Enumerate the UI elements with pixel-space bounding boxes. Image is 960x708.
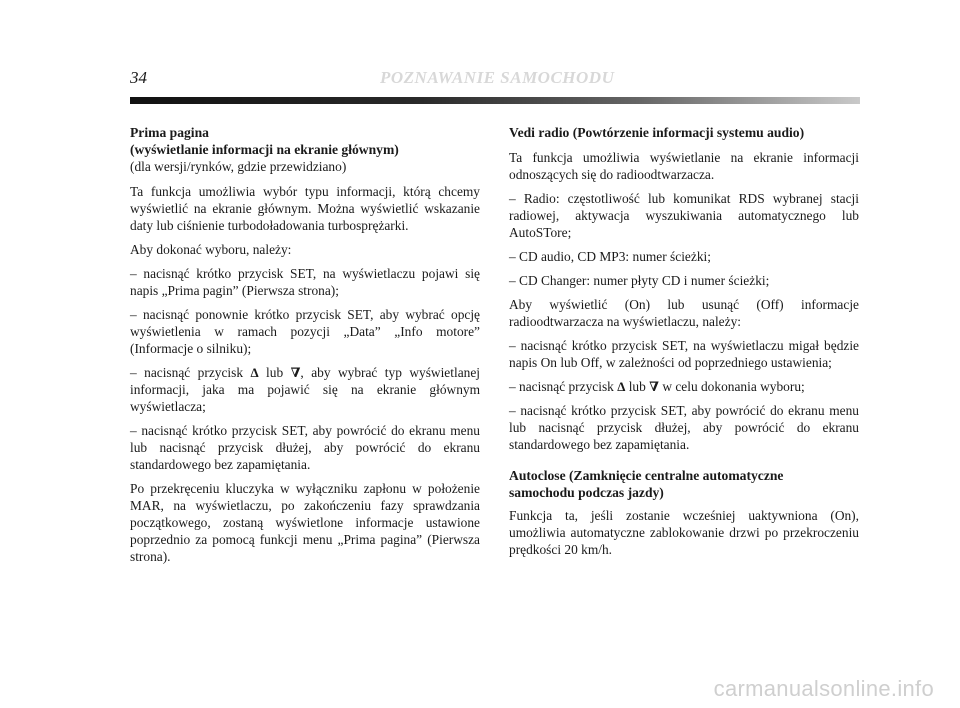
down-triangle-icon: ∇: [290, 365, 301, 380]
up-triangle-icon: Δ: [617, 379, 626, 394]
autoclose-heading-line1: Autoclose (Zamknięcie centralne automatyczne: [509, 468, 784, 483]
paragraph: Aby wyświetlić (On) lub usunąć (Off) informacje radioodtwarzacza na wyświetlaczu, należy:: [509, 297, 859, 329]
paragraph: Ta funkcja umożliwia wyświetlanie na ekranie informacji odnoszących się do radioodtwarzacza.: [509, 150, 859, 182]
section-title: POZNAWANIE SAMOCHODU: [380, 68, 615, 87]
paragraph: – nacisnąć przycisk Δ lub ∇, aby wybrać typ wyświetlanej informacji, jaka ma pojawić się na ekranie głównym wyświetlacza;: [130, 365, 480, 414]
paragraph: – nacisnąć krótko przycisk SET, aby powrócić do ekranu menu lub nacisnąć przycisk dłużej, aby powrócić do ekranu standardowego bez zapamiętania.: [130, 423, 480, 472]
paragraph: – nacisnąć krótko przycisk SET, aby powrócić do ekranu menu lub nacisnąć przycisk dłużej, aby powrócić do ekranu standardowego bez zapamiętania.: [509, 403, 859, 452]
page-number: 34: [130, 68, 147, 87]
paragraph: – CD Changer: numer płyty CD i numer ścieżki;: [509, 273, 770, 288]
header-divider: [130, 97, 860, 104]
paragraph: – CD audio, CD MP3: numer ścieżki;: [509, 249, 711, 264]
paragraph: Ta funkcja umożliwia wybór typu informacji, którą chcemy wyświetlić na ekranie głównym. Można wyświetlić wskazanie daty lub ciśnienie turbodoładowania turbosprężarki.: [130, 184, 480, 233]
vedi-radio-heading: Vedi radio (Powtórzenie informacji systemu audio): [509, 125, 805, 140]
paragraph: Funkcja ta, jeśli zostanie wcześniej uaktywniona (On), umożliwia automatyczne zablokowanie drzwi po przekroczeniu prędkości 20 km/h.: [509, 508, 859, 557]
watermark: carmanualsonline.info: [713, 676, 934, 701]
paragraph: – nacisnąć krótko przycisk SET, na wyświetlaczu migał będzie napis On lub Off, w zależności od poprzedniego ustawienia;: [509, 338, 859, 370]
version-note: (dla wersji/rynków, gdzie przewidziano): [130, 159, 347, 174]
up-triangle-icon: Δ: [250, 365, 259, 380]
down-triangle-icon: ∇: [649, 379, 659, 394]
prima-pagina-subheading: (wyświetlanie informacji na ekranie głównym): [130, 142, 399, 157]
paragraph: – nacisnąć ponownie krótko przycisk SET, aby wybrać opcję wyświetlenia w ramach pozycji „Data” „Info motore” (Informacje o silniku);: [130, 307, 480, 356]
left-column: [130, 124, 480, 572]
paragraph: Po przekręceniu kluczyka w wyłączniku zapłonu w położenie MAR, na wyświetlaczu, po zakończeniu fazy sprawdzania początkowego, zostaną wyświetlone informacje ustawione poprzednio za pomocą funkcji menu „Prima pagina” (Pierwsza strona).: [130, 481, 480, 564]
prima-pagina-heading: Prima pagina: [130, 125, 209, 140]
autoclose-heading: [509, 467, 859, 501]
paragraph: Aby dokonać wyboru, należy:: [130, 242, 292, 257]
right-column: [509, 124, 859, 565]
paragraph: – nacisnąć przycisk Δ lub ∇ w celu dokonania wyboru;: [509, 379, 805, 394]
paragraph: – nacisnąć krótko przycisk SET, na wyświetlaczu pojawi się napis „Prima pagin” (Pierwsza strona);: [130, 266, 480, 298]
autoclose-heading-line2: samochodu podczas jazdy): [509, 485, 664, 500]
paragraph: – Radio: częstotliwość lub komunikat RDS wybranej stacji radiowej, aktywacja wyszukiwania automatycznego lub AutoSTore;: [509, 191, 859, 240]
